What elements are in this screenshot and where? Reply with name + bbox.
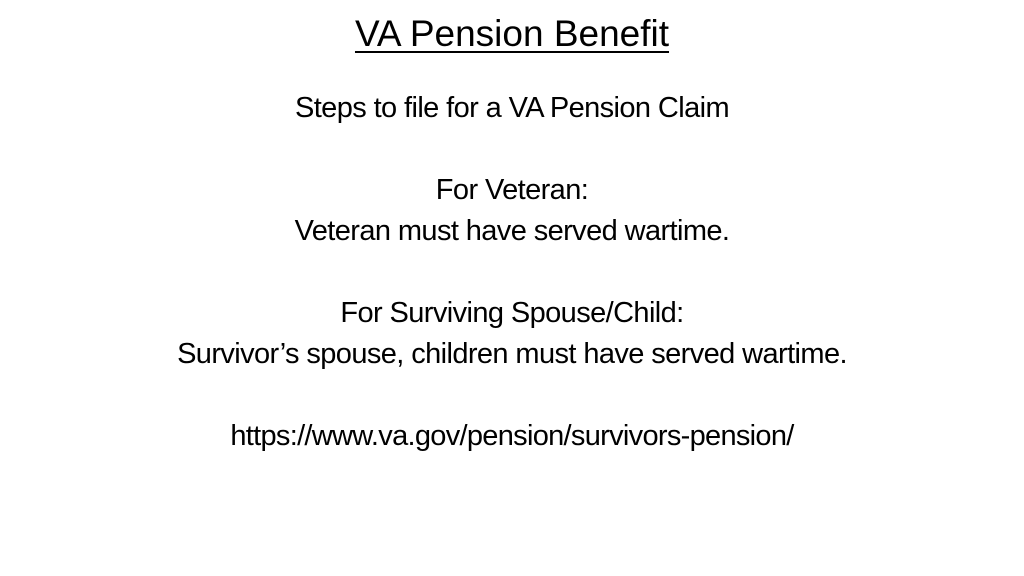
slide-title: VA Pension Benefit	[354, 13, 670, 54]
slide-body	[0, 88, 1024, 457]
pension-url: https://www.va.gov/pension/survivors-pension/	[230, 420, 794, 452]
veteran-heading: For Veteran:	[435, 174, 589, 206]
spacer	[0, 252, 1024, 293]
survivor-heading: For Surviving Spouse/Child:	[340, 297, 684, 329]
spacer	[0, 375, 1024, 416]
survivor-text: Survivor’s spouse, children must have served wartime.	[177, 338, 847, 370]
spacer	[0, 129, 1024, 170]
veteran-text: Veteran must have served wartime.	[294, 215, 730, 247]
subtitle: Steps to file for a VA Pension Claim	[294, 92, 730, 124]
